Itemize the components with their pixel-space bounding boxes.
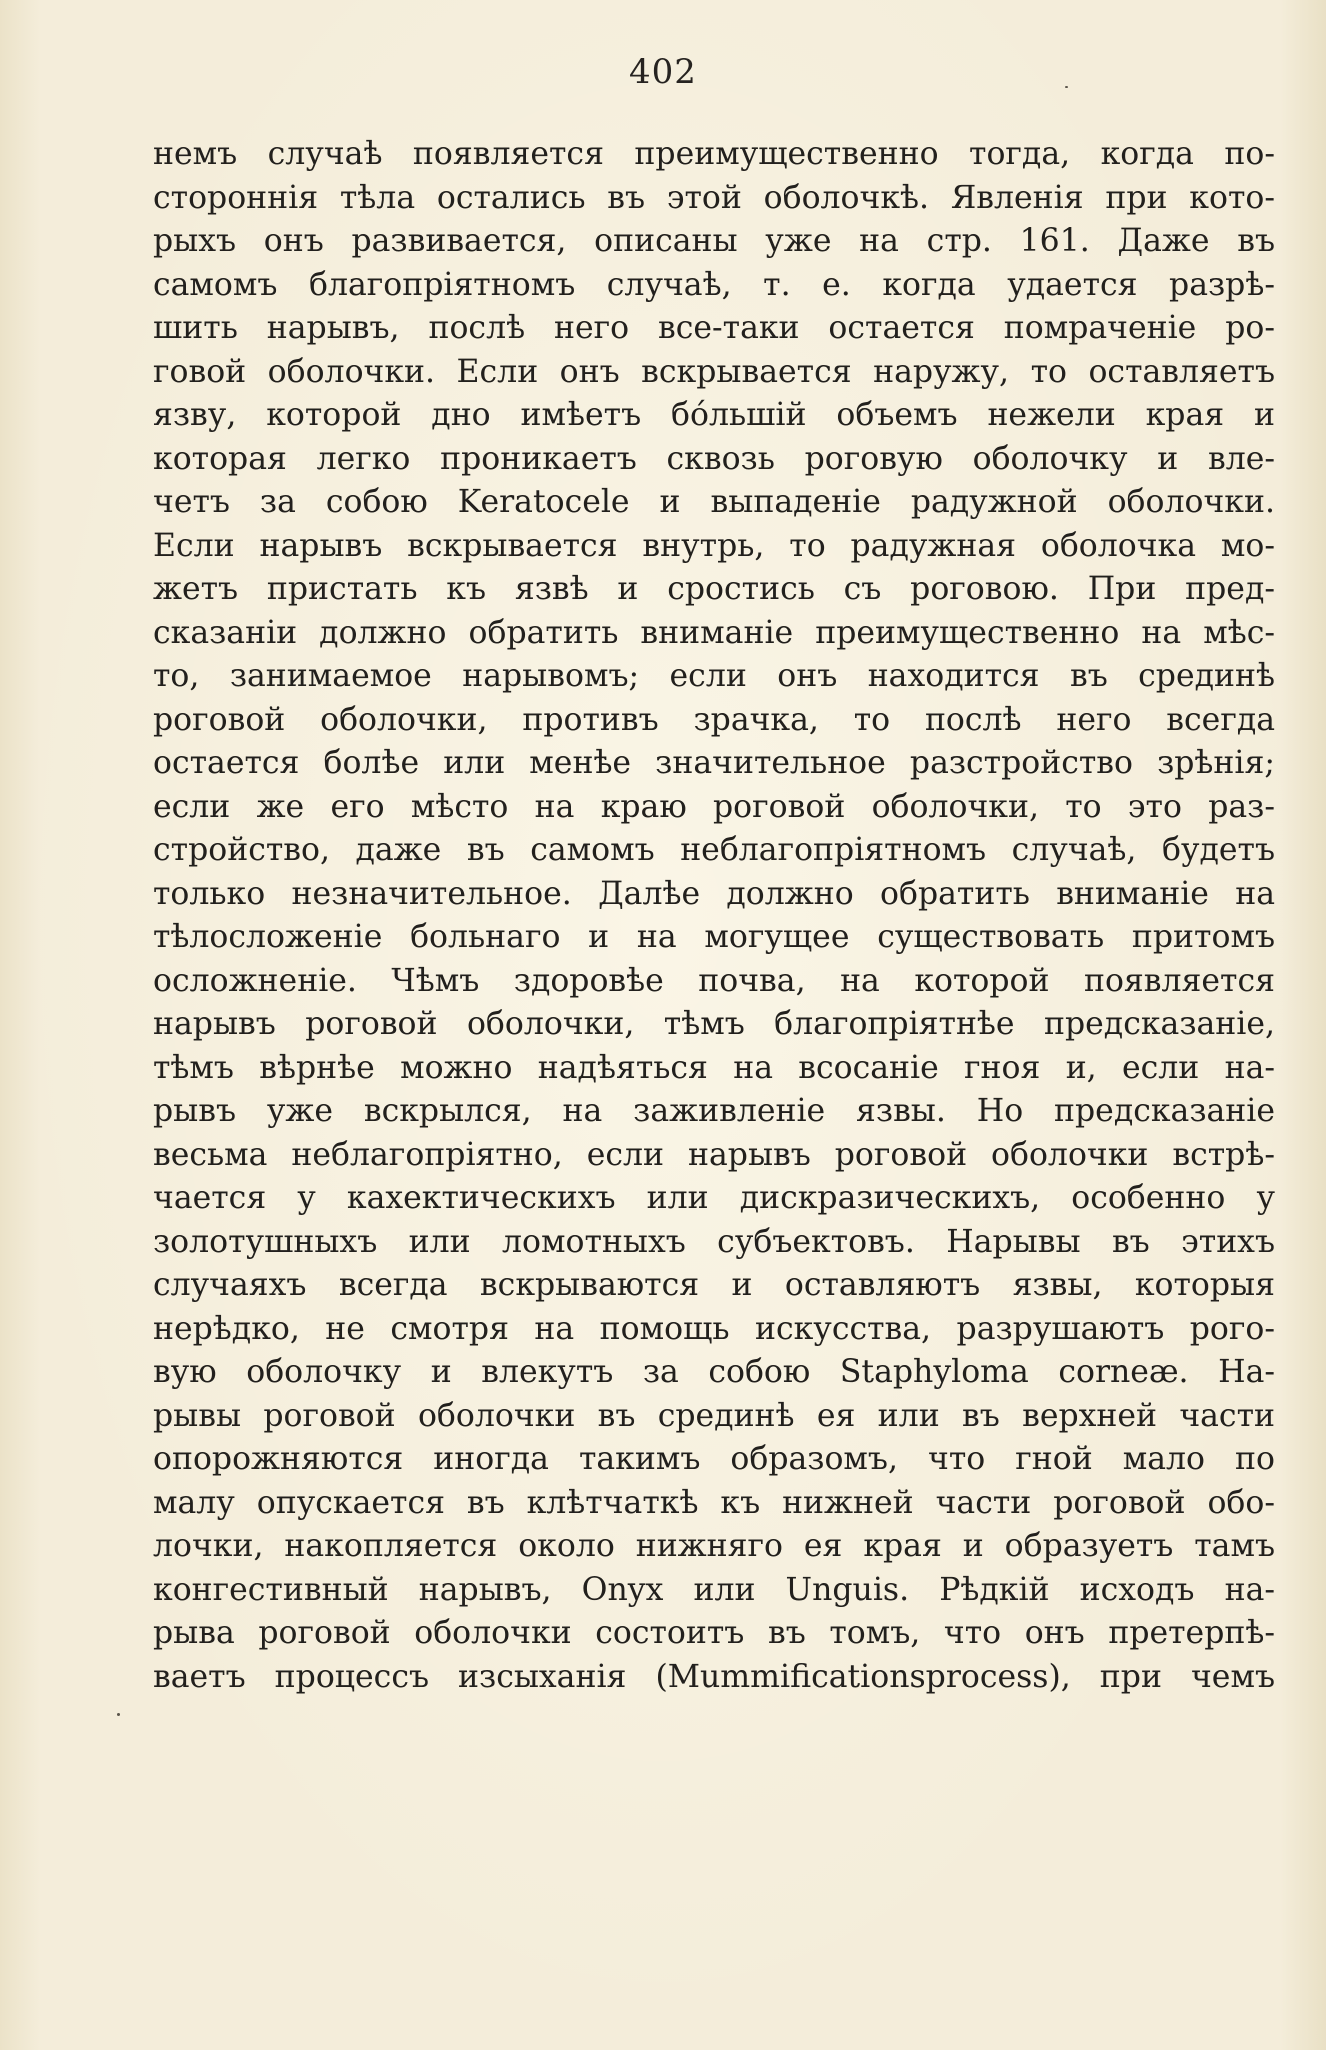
text-line: рывъ уже вскрылся, на заживленіе язвы. Но предсказаніе xyxy=(153,1093,1275,1129)
text-line: четъ за собою Keratocele и выпаденіе радужной оболочки. xyxy=(153,484,1275,520)
text-line: говой оболочки. Если онъ вскрывается наружу, то оставляетъ xyxy=(153,353,1275,390)
text-line: тѣлосложеніе больнаго и на могущее существовать притомъ xyxy=(153,919,1275,955)
text-line: нерѣдко, не смотря на помощь искусства, разрушаютъ рого- xyxy=(153,1310,1275,1347)
text-line: рыва роговой оболочки состоитъ въ томъ, что онъ претерпѣ- xyxy=(153,1615,1275,1651)
text-line: самомъ благопріятномъ случаѣ, т. е. когда удается разрѣ- xyxy=(153,266,1275,303)
text-line: жетъ пристать къ язвѣ и сростись съ роговою. При пред- xyxy=(153,571,1275,607)
text-line: вую оболочку и влекутъ за собою Staphyloma corneæ. На- xyxy=(153,1354,1275,1390)
text-line: которая легко проникаетъ сквозь роговую оболочку и вле- xyxy=(153,440,1275,477)
text-line: осложненіе. Чѣмъ здоровѣе почва, на которой появляется xyxy=(153,962,1275,999)
text-line: стороннія тѣла остались въ этой оболочкѣ. Явленія при кото- xyxy=(153,179,1275,216)
text-line: ваетъ процессъ изсыханія (Mummificationsprocess), при чемъ xyxy=(153,1658,1275,1695)
text-line: остается болѣе или менѣе значительное разстройство зрѣнія; xyxy=(153,745,1275,781)
text-line: золотушныхъ или ломотныхъ субъектовъ. Нарывы въ этихъ xyxy=(153,1223,1275,1260)
text-line: если же его мѣсто на краю роговой оболочки, то это раз- xyxy=(153,788,1275,825)
text-line: то, занимаемое нарывомъ; если онъ находится въ срединѣ xyxy=(153,658,1275,694)
text-line: весьма неблагопріятно, если нарывъ роговой оболочки встрѣ- xyxy=(153,1136,1275,1173)
text-line: тѣмъ вѣрнѣе можно надѣяться на всосаніе гноя и, если на- xyxy=(153,1049,1275,1086)
text-line: сказаніи должно обратить вниманіе преимущественно на мѣс- xyxy=(153,614,1275,651)
text-line: роговой оболочки, противъ зрачка, то послѣ него всегда xyxy=(153,701,1275,738)
text-line: нарывъ роговой оболочки, тѣмъ благопріятнѣе предсказаніе, xyxy=(153,1006,1275,1042)
text-line: немъ случаѣ появляется преимущественно тогда, когда по- xyxy=(153,136,1275,172)
text-line: рывы роговой оболочки въ срединѣ ея или въ верхней части xyxy=(153,1397,1275,1434)
body-text xyxy=(153,133,1275,1699)
text-line: только незначительное. Далѣе должно обратить вниманіе на xyxy=(153,875,1275,912)
text-line: чается у кахектическихъ или дискразическихъ, особенно у xyxy=(153,1180,1275,1216)
paper-speck xyxy=(1065,86,1068,88)
text-line: конгестивный нарывъ, Onyx или Unguis. Рѣдкій исходъ на- xyxy=(153,1571,1275,1608)
text-line: рыхъ онъ развивается, описаны уже на стр. 161. Даже въ xyxy=(153,223,1275,259)
text-line: стройство, даже въ самомъ неблагопріятномъ случаѣ, будетъ xyxy=(153,832,1275,868)
text-line: малу опускается въ клѣтчаткѣ къ нижней части роговой обо- xyxy=(153,1484,1275,1521)
text-line: случаяхъ всегда вскрываются и оставляютъ язвы, которыя xyxy=(153,1267,1275,1303)
paper-speck xyxy=(117,1713,120,1716)
text-line: Если нарывъ вскрывается внутрь, то радужная оболочка мо- xyxy=(153,527,1275,564)
text-line: шить нарывъ, послѣ него все-таки остается помраченіе ро- xyxy=(153,310,1275,346)
text-line: лочки, накопляется около нижняго ея края и образуетъ тамъ xyxy=(153,1528,1275,1564)
text-line: опорожняются иногда такимъ образомъ, что гной мало по xyxy=(153,1441,1275,1477)
text-line: язву, которой дно имѣетъ бо́льшій объемъ нежели края и xyxy=(153,397,1275,433)
page-number: 402 xyxy=(629,52,697,92)
